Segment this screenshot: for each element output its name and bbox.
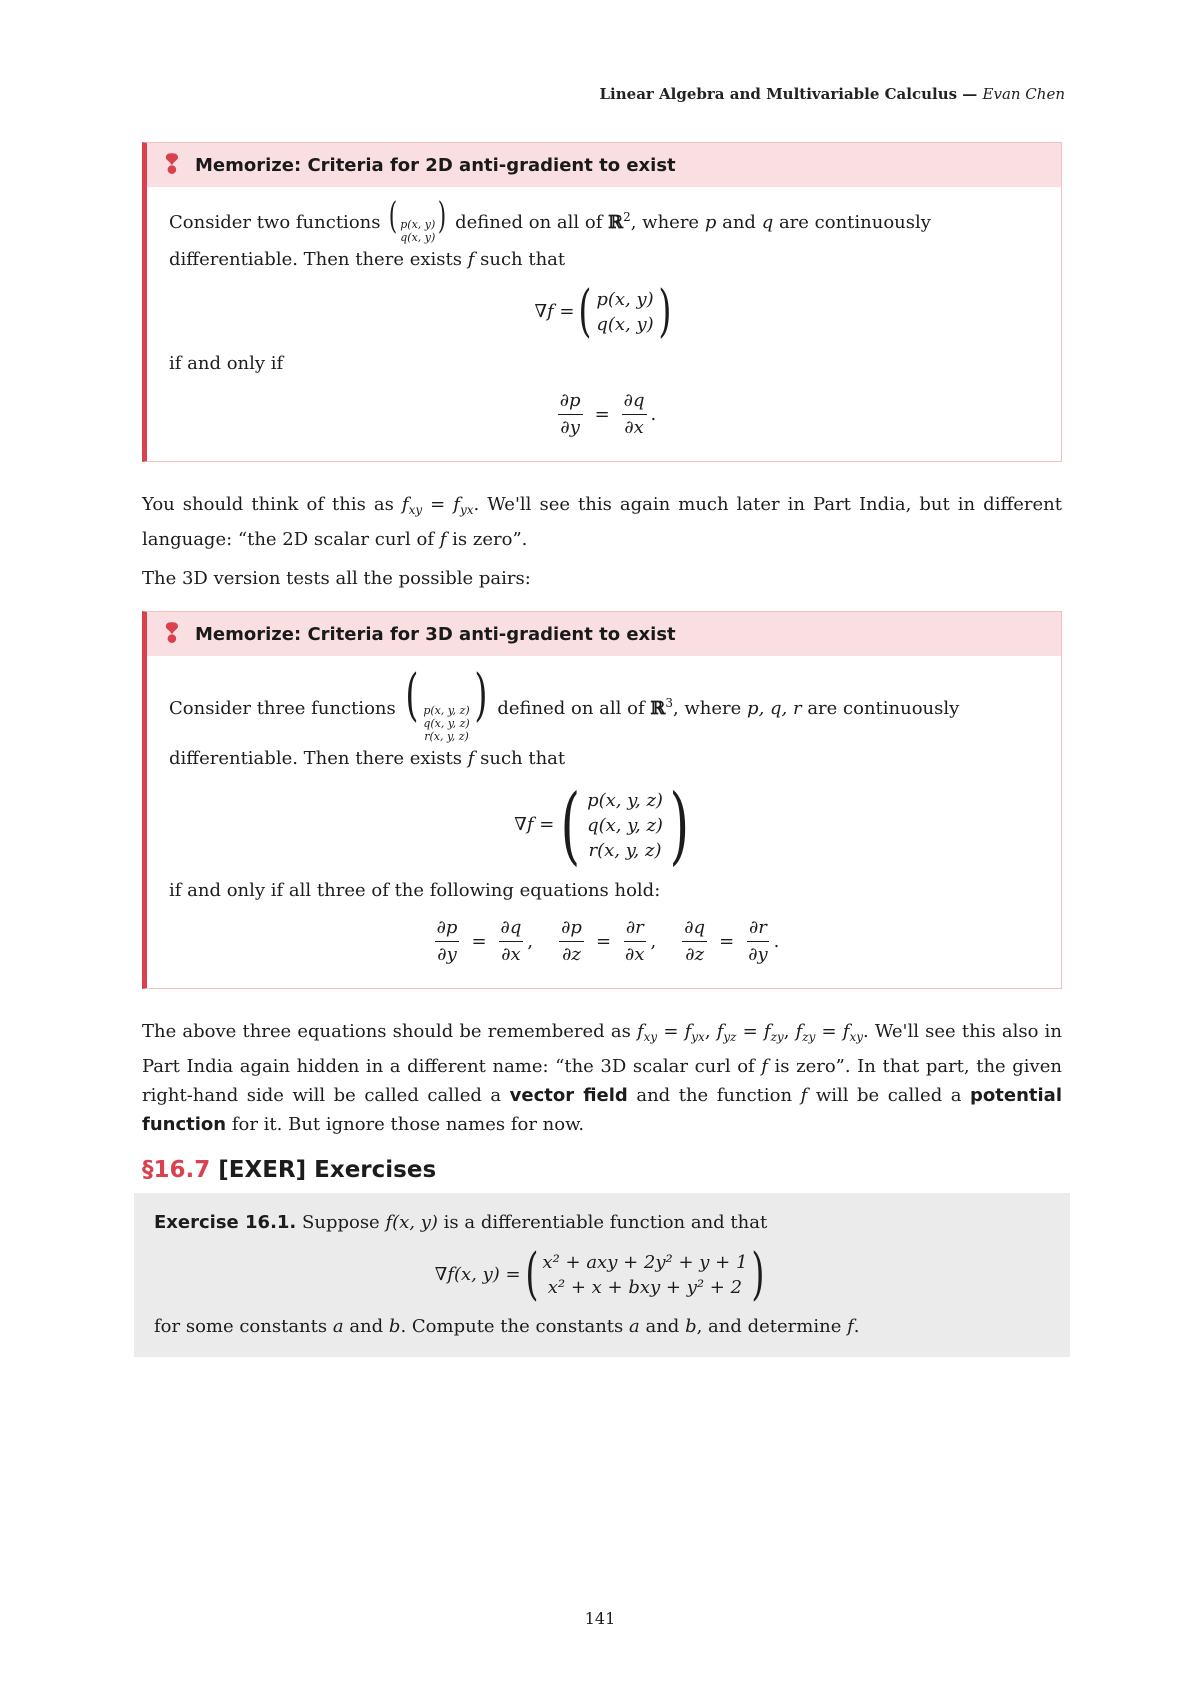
exercise-box [134, 1193, 1070, 1357]
gradient-vector [587, 788, 663, 863]
right-paren: ) [438, 196, 447, 237]
exercise-text: , and determine [696, 1316, 842, 1337]
numerator: ∂q [499, 915, 524, 942]
variable: q [761, 212, 774, 233]
denominator: ∂x [501, 944, 521, 965]
fraction [499, 915, 524, 968]
memo-text: , where [672, 698, 742, 719]
memo-intro [169, 663, 1041, 775]
gradient-vector [596, 287, 653, 337]
term-vector-field: vector field [509, 1085, 628, 1106]
memo-text: such that [480, 249, 566, 270]
variable: b [388, 1316, 401, 1337]
variable: a [629, 1316, 640, 1337]
variable: b [685, 1316, 697, 1337]
left-paren: ( [560, 776, 581, 874]
fraction [622, 388, 647, 441]
function-expression: f(x, y) [385, 1212, 438, 1233]
exercise-text: and [349, 1316, 384, 1337]
subscript: xy [849, 1030, 863, 1044]
vector-entry: p(x, y, z) [587, 789, 663, 811]
numerator: ∂p [435, 915, 460, 942]
vector-entry: x² + axy + 2y² + y + 1 [542, 1252, 748, 1273]
denominator: ∂z [685, 944, 705, 965]
denominator: ∂x [625, 944, 645, 965]
variable: f [401, 494, 409, 515]
paragraph-text: . We'll see this also in Part India again hidden in a different name: “the 3D scalar curl of [142, 1021, 1062, 1077]
fraction [558, 388, 583, 441]
equals-sign: = [594, 403, 610, 425]
memo-text: defined on all of [497, 698, 645, 719]
paragraph-text: The above three equations should be remembered as [142, 1021, 631, 1042]
criteria-equation-2d: $\frac{\partial p}{\partial y}$ = $\frac{\partial q}{\partial x}$ . [169, 388, 1041, 441]
book-title: Linear Algebra and Multivariable Calculus [599, 85, 958, 103]
numerator: ∂p [558, 388, 583, 415]
vector-entry: q(x, y) [400, 231, 436, 244]
vector-entry: p(x, y) [400, 218, 436, 231]
denominator: ∂y [748, 944, 768, 965]
inline-vector [423, 704, 469, 743]
exercise-text: for some constants [154, 1316, 328, 1337]
term-potential-function: potential function [142, 1085, 1062, 1135]
vector-entry: x² + x + bxy + y² + 2 [547, 1277, 743, 1298]
exponent: 2 [623, 210, 631, 224]
gradient-lhs: ∇f = [514, 814, 555, 835]
fraction [623, 915, 646, 968]
right-paren: ) [669, 776, 690, 874]
inline-vector [400, 218, 435, 244]
vector-entry: q(x, y, z) [587, 814, 663, 836]
exercise-question [154, 1311, 1050, 1343]
subscript: xy [408, 503, 423, 517]
exercise-text: is a differentiable function and that [443, 1212, 768, 1233]
left-paren: ( [405, 663, 419, 728]
denominator: ∂z [562, 944, 581, 965]
memo-text: such that [480, 748, 566, 769]
numerator: ∂r [747, 915, 769, 942]
memo-text: , where [630, 212, 700, 233]
paragraph-text: is zero”. [452, 529, 528, 550]
subscript: zy [770, 1030, 784, 1044]
variable: a [332, 1316, 344, 1337]
vector-entry: p(x, y) [596, 289, 654, 310]
punctuation: , [527, 930, 534, 952]
gradient-display-2d [169, 279, 1041, 344]
exercise-statement [154, 1207, 1050, 1239]
gradient-display-3d [169, 776, 1041, 874]
header-separator: — [957, 85, 983, 103]
subscript: zy [802, 1030, 816, 1044]
exercise-gradient-display [154, 1242, 1050, 1307]
memorize-box-3d [142, 611, 1062, 989]
memo-text: are continuously differentiable. Then there exists [169, 212, 931, 270]
vector-entry: q(x, y) [596, 314, 654, 335]
memorize-box-title: Memorize: Criteria for 2D anti-gradient to exist [195, 154, 676, 176]
denominator: ∂y [560, 417, 580, 438]
subscript: yx [459, 503, 474, 517]
vector-entry: p(x, y, z) [423, 704, 470, 717]
right-paren: ) [474, 663, 488, 728]
paragraph-curl-3d: The above three equations should be remembered as $f_{xy} = f_{yx}$, $f_{yz} = f_{zy}$, $f_{zy} = f_{xy}$. We'll see this also in Part India again hidden in a different name: “the 3D scalar curl of f is zero”. In that part, the given right-hand side will be called called a vector field and the function f will be called a potential function for it. But ignore those names for now. [142, 1021, 1062, 1135]
memo-intro [169, 196, 1041, 276]
subscript: yx [691, 1030, 705, 1044]
memorize-box-title: Memorize: Criteria for 3D anti-gradient to exist [195, 623, 676, 645]
exercise-text: . Compute the constants [400, 1316, 624, 1337]
paragraph-text: and the function [636, 1085, 793, 1106]
memorize-box-body [147, 656, 1061, 988]
denominator: ∂y [437, 944, 457, 965]
real-space-symbol: ℝ [650, 698, 666, 719]
equals-sign: = [595, 930, 612, 952]
paragraph-text: is zero”. In that part, the given right-hand side will be called called a [142, 1056, 1062, 1106]
memorize-box-2d [142, 142, 1062, 462]
exclamation-icon: ❢ [161, 619, 183, 649]
right-paren: ) [658, 279, 672, 344]
gradient-vector [542, 1250, 747, 1300]
section-title: [EXER] Exercises [218, 1157, 437, 1183]
subscript: xy [643, 1030, 658, 1044]
section-heading [142, 1157, 1062, 1183]
paragraph-text: will be called a [815, 1085, 962, 1106]
punctuation: , [650, 930, 657, 952]
exercise-label: Exercise 16.1. [154, 1212, 297, 1233]
memo-text: defined on all of [455, 212, 603, 233]
equals-sign: = [471, 930, 487, 952]
numerator: ∂q [682, 915, 707, 942]
right-paren: ) [751, 1242, 765, 1307]
vector-entry: q(x, y, z) [423, 717, 470, 730]
real-space-symbol: ℝ [608, 212, 624, 233]
memorize-box-header [147, 612, 1061, 656]
variable: f [453, 494, 460, 515]
memo-text: Consider two functions [169, 212, 381, 233]
left-paren: ( [524, 1242, 539, 1307]
denominator: ∂x [624, 417, 644, 438]
running-header [600, 85, 1066, 103]
left-paren: ( [389, 196, 398, 237]
fraction [435, 915, 460, 968]
paragraph-3d-intro: The 3D version tests all the possible pairs: [142, 568, 531, 589]
paragraph-text: You should think of this as [142, 494, 394, 515]
vector-entry: r(x, y, z) [424, 730, 469, 743]
numerator: ∂r [624, 915, 646, 942]
paragraph-curl-2d: You should think of this as $f_{xy} = f_{yx}$. We'll see this again much later in Part India, but in different language: “the 2D scalar curl of f is zero”. [142, 494, 1062, 550]
variable: f [847, 1316, 854, 1337]
numerator: ∂p [559, 915, 584, 942]
exponent: 3 [665, 696, 673, 710]
variable: f [467, 748, 475, 769]
page-number: 141 [584, 1609, 616, 1628]
page-content [142, 142, 1062, 1357]
memo-text: Consider three functions [169, 698, 396, 719]
fraction [746, 915, 769, 968]
criteria-equations-3d [169, 915, 1041, 968]
memorize-box-header [147, 143, 1061, 187]
punctuation: . [853, 1316, 860, 1337]
punctuation: . [773, 930, 780, 952]
section-number: §16.7 [142, 1157, 211, 1183]
memo-text: are continuously differentiable. Then there exists [169, 698, 960, 769]
gradient-lhs: ∇f = [534, 301, 575, 322]
exercise-text: and [645, 1316, 680, 1337]
variable: p [704, 212, 717, 233]
memorize-box-body [147, 187, 1061, 461]
variable: f [439, 529, 447, 550]
fraction [559, 915, 584, 968]
fraction [682, 915, 707, 968]
author-name: Evan Chen [982, 85, 1065, 103]
memo-text: and [722, 212, 756, 233]
left-paren: ( [578, 279, 592, 344]
exclamation-icon: ❢ [161, 150, 183, 180]
exercise-text: Suppose [302, 1212, 380, 1233]
variable: f [467, 249, 475, 270]
paragraph-text: for it. But ignore those names for now. [231, 1114, 585, 1135]
iff-text: if and only if [169, 353, 284, 374]
subscript: yz [723, 1030, 737, 1044]
equals-sign: = [719, 930, 735, 952]
vector-entry: r(x, y, z) [588, 839, 662, 861]
variables: p, q, r [747, 698, 802, 719]
iff-text: if and only if all three of the following equations hold: [169, 880, 661, 901]
gradient-lhs: ∇f(x, y) = [434, 1264, 521, 1285]
paragraph-text: . We'll see this again much later in Part India, but in different language: “the 2D scalar curl of [142, 494, 1062, 550]
numerator: ∂q [622, 388, 647, 415]
